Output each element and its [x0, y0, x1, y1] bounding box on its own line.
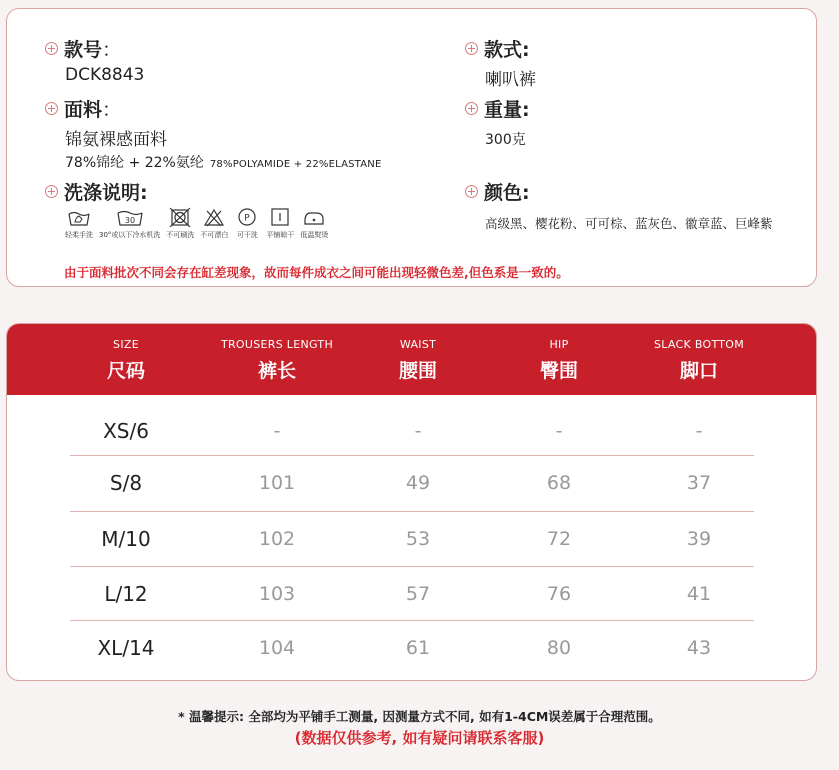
care-item	[166, 207, 194, 240]
hip-cell: -	[555, 420, 563, 442]
header-length	[207, 324, 347, 383]
circle-plus-icon	[465, 42, 478, 55]
wash-30-icon	[115, 207, 145, 227]
size-chart-header	[7, 324, 816, 395]
header-slack-bottom-cn: 脚口	[679, 360, 718, 382]
fabric-field	[45, 95, 381, 172]
care-label-flat-dry: 平铺晾干	[266, 231, 295, 239]
fabric-composition-en: 78%POLYAMIDE + 22%ELASTANE	[209, 159, 382, 170]
style-label: 款式 :	[484, 35, 530, 62]
low-iron-icon	[301, 207, 327, 227]
waist-cell: 61	[405, 637, 431, 659]
hip-cell: 68	[546, 472, 572, 494]
header-size-en: SIZE	[113, 338, 139, 351]
header-size-cn: 尺码	[106, 360, 145, 382]
care-label-no-bleach: 不可漂白	[200, 231, 229, 239]
slack-bottom-cell: 43	[686, 637, 712, 659]
color-field	[465, 178, 773, 232]
care-label-low-iron: 低温熨烫	[300, 231, 329, 239]
size-cell: XS/6	[103, 419, 149, 443]
hip-cell: 72	[546, 528, 572, 550]
size-cell: M/10	[101, 527, 151, 551]
header-waist	[348, 324, 488, 383]
header-length-cn: 裤长	[257, 360, 296, 382]
size-cell: S/8	[109, 471, 143, 495]
style-field	[465, 35, 536, 90]
waist-cell: -	[414, 420, 422, 442]
fabric-composition	[65, 152, 381, 172]
length-cell: 103	[258, 583, 296, 605]
product-info-card	[6, 8, 817, 287]
fabric-composition-cn: 78%锦纶 + 22%氨纶	[65, 155, 204, 171]
measurement-tip: * 温馨提示: 全部均为平铺手工测量, 因测量方式不同, 如有1-4CM误差属于合理范围。	[178, 709, 661, 724]
circle-plus-icon	[45, 102, 58, 115]
length-cell: 102	[258, 528, 296, 550]
care-label-no-scrub: 不可刷洗	[166, 231, 195, 239]
size-chart	[6, 323, 817, 681]
header-waist-cn: 腰围	[398, 360, 437, 382]
length-cell: 104	[258, 637, 296, 659]
slack-bottom-cell: -	[695, 420, 703, 442]
hip-cell: 80	[546, 637, 572, 659]
care-label-machine-wash: 30°或以下冷水机洗	[99, 231, 161, 239]
waist-cell: 49	[405, 472, 431, 494]
header-hip-cn: 臀围	[539, 360, 578, 382]
circle-plus-icon	[45, 42, 58, 55]
care-item	[200, 207, 228, 240]
care-item	[234, 207, 260, 240]
dry-clean-p-icon	[234, 207, 260, 227]
header-size	[56, 324, 196, 383]
slack-bottom-cell: 39	[686, 528, 712, 550]
hand-wash-icon	[66, 207, 92, 227]
table-row	[70, 511, 754, 565]
size-cell: L/12	[104, 582, 148, 606]
weight-field	[465, 95, 530, 149]
dry-clean-letter: P	[244, 213, 251, 224]
header-length-en: TROUSERS LENGTH	[220, 338, 334, 351]
circle-plus-icon	[45, 185, 58, 198]
care-item	[99, 207, 160, 240]
circle-plus-icon	[465, 102, 478, 115]
reference-note: (数据仅供参考, 如有疑问请联系客服)	[294, 729, 545, 747]
care-item	[300, 207, 328, 240]
style-number-value: DCK8843	[65, 65, 145, 85]
care-label-hand-wash: 轻柔手洗	[65, 231, 93, 239]
style-value: 喇叭裤	[485, 70, 536, 90]
care-icons	[65, 207, 334, 240]
size-cell: XL/14	[97, 636, 155, 660]
length-cell: 101	[258, 472, 296, 494]
wash-temp-text: 30	[124, 216, 135, 225]
weight-value: 300克	[485, 132, 526, 148]
care-item	[65, 207, 93, 240]
header-slack-bottom	[629, 324, 769, 383]
color-label: 颜色 :	[484, 178, 530, 205]
header-waist-en: WAIST	[399, 338, 437, 351]
slack-bottom-cell: 37	[686, 472, 712, 494]
table-row	[70, 404, 754, 458]
table-row	[70, 566, 754, 620]
table-row	[70, 620, 754, 674]
care-field	[45, 178, 148, 205]
care-item	[266, 207, 294, 240]
fabric-label: 面料 ：	[64, 95, 121, 122]
header-hip	[489, 324, 629, 383]
waist-cell: 57	[405, 583, 431, 605]
flat-dry-icon	[267, 207, 293, 227]
color-variance-notice: 由于面料批次不同会存在缸差现象，故而每件成衣之间可能出现轻微色差,但色系是一致的。	[64, 265, 569, 280]
table-row	[70, 455, 754, 509]
no-tumble-dry-icon	[167, 207, 193, 227]
fabric-value: 锦氨裸感面料	[65, 130, 167, 150]
header-slack-bottom-en: SLACK BOTTOM	[653, 338, 745, 351]
circle-plus-icon	[465, 185, 478, 198]
style-number-field	[45, 35, 144, 85]
length-cell: -	[273, 420, 281, 442]
waist-cell: 53	[405, 528, 431, 550]
hip-cell: 76	[546, 583, 572, 605]
style-number-label: 款号 ：	[64, 35, 121, 62]
care-label-dry-clean: 可干洗	[236, 231, 258, 239]
no-bleach-icon	[201, 207, 227, 227]
weight-label: 重量 :	[484, 95, 530, 122]
slack-bottom-cell: 41	[686, 583, 712, 605]
color-value: 高级黑、樱花粉、可可棕、蓝灰色、徽章蓝、巨峰紫	[485, 216, 773, 231]
header-hip-en: HIP	[549, 338, 569, 351]
care-label: 洗涤说明 :	[64, 178, 148, 205]
